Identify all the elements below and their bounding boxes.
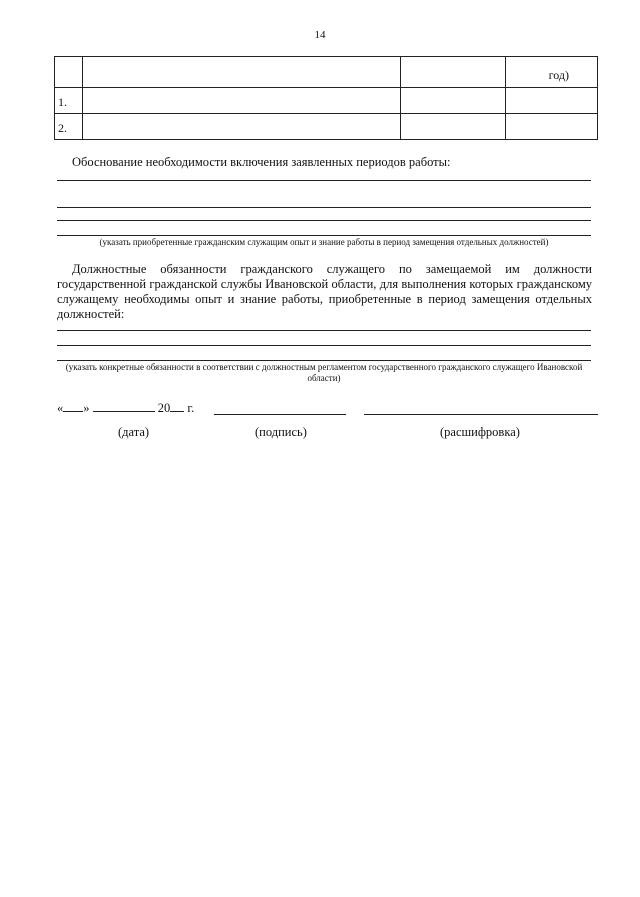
table-row	[55, 88, 598, 114]
year-prefix: 20	[157, 401, 171, 415]
table-cell	[55, 57, 83, 88]
table-cell	[83, 88, 401, 114]
fill-line	[57, 180, 591, 181]
table-cell	[506, 114, 598, 140]
justification-title: Обоснование необходимости включения заявленных периодов работы:	[72, 155, 451, 169]
table-cell	[401, 114, 506, 140]
date-field	[57, 400, 194, 416]
year-suffix: г.	[187, 401, 195, 415]
table-header-year: год)	[506, 57, 598, 88]
decode-label: (расшифровка)	[440, 425, 520, 439]
date-label: (дата)	[118, 425, 150, 439]
duties-text: Должностные обязанности гражданского служащего по замещаемой им должности государственной гражданской службы Ивановской области, для выполнения которых гражданскому служащему необходимы опыт и знание работы, приобретенные в период замещения отдельных должностей:	[57, 262, 592, 321]
year-blank[interactable]	[170, 400, 184, 412]
fill-line	[57, 360, 591, 361]
decode-line[interactable]	[364, 414, 598, 415]
justification-hint: (указать приобретенные гражданским служащим опыт и знание работы в период замещения отдельных должностей)	[99, 237, 549, 247]
table-cell	[83, 57, 401, 88]
open-quote: «	[57, 401, 64, 415]
table-cell	[83, 114, 401, 140]
day-blank[interactable]	[63, 400, 83, 412]
signature-label: (подпись)	[255, 425, 307, 439]
fill-line	[57, 345, 591, 346]
signature-line[interactable]	[214, 414, 346, 415]
table-cell	[401, 57, 506, 88]
table-row	[55, 114, 598, 140]
row-number: 2.	[55, 114, 83, 140]
table-row	[55, 57, 598, 88]
periods-table	[54, 56, 598, 140]
table-cell	[401, 88, 506, 114]
duties-hint: (указать конкретные обязанности в соответствии с должностным регламентом государственного гражданского служащего Ивановской области)	[65, 362, 583, 383]
table-cell	[506, 88, 598, 114]
fill-line	[57, 220, 591, 221]
fill-line	[57, 330, 591, 331]
page-number: 14	[314, 29, 326, 41]
row-number: 1.	[55, 88, 83, 114]
fill-line	[57, 207, 591, 208]
close-quote: »	[83, 401, 90, 415]
month-blank[interactable]	[93, 400, 155, 412]
fill-line	[57, 235, 591, 236]
